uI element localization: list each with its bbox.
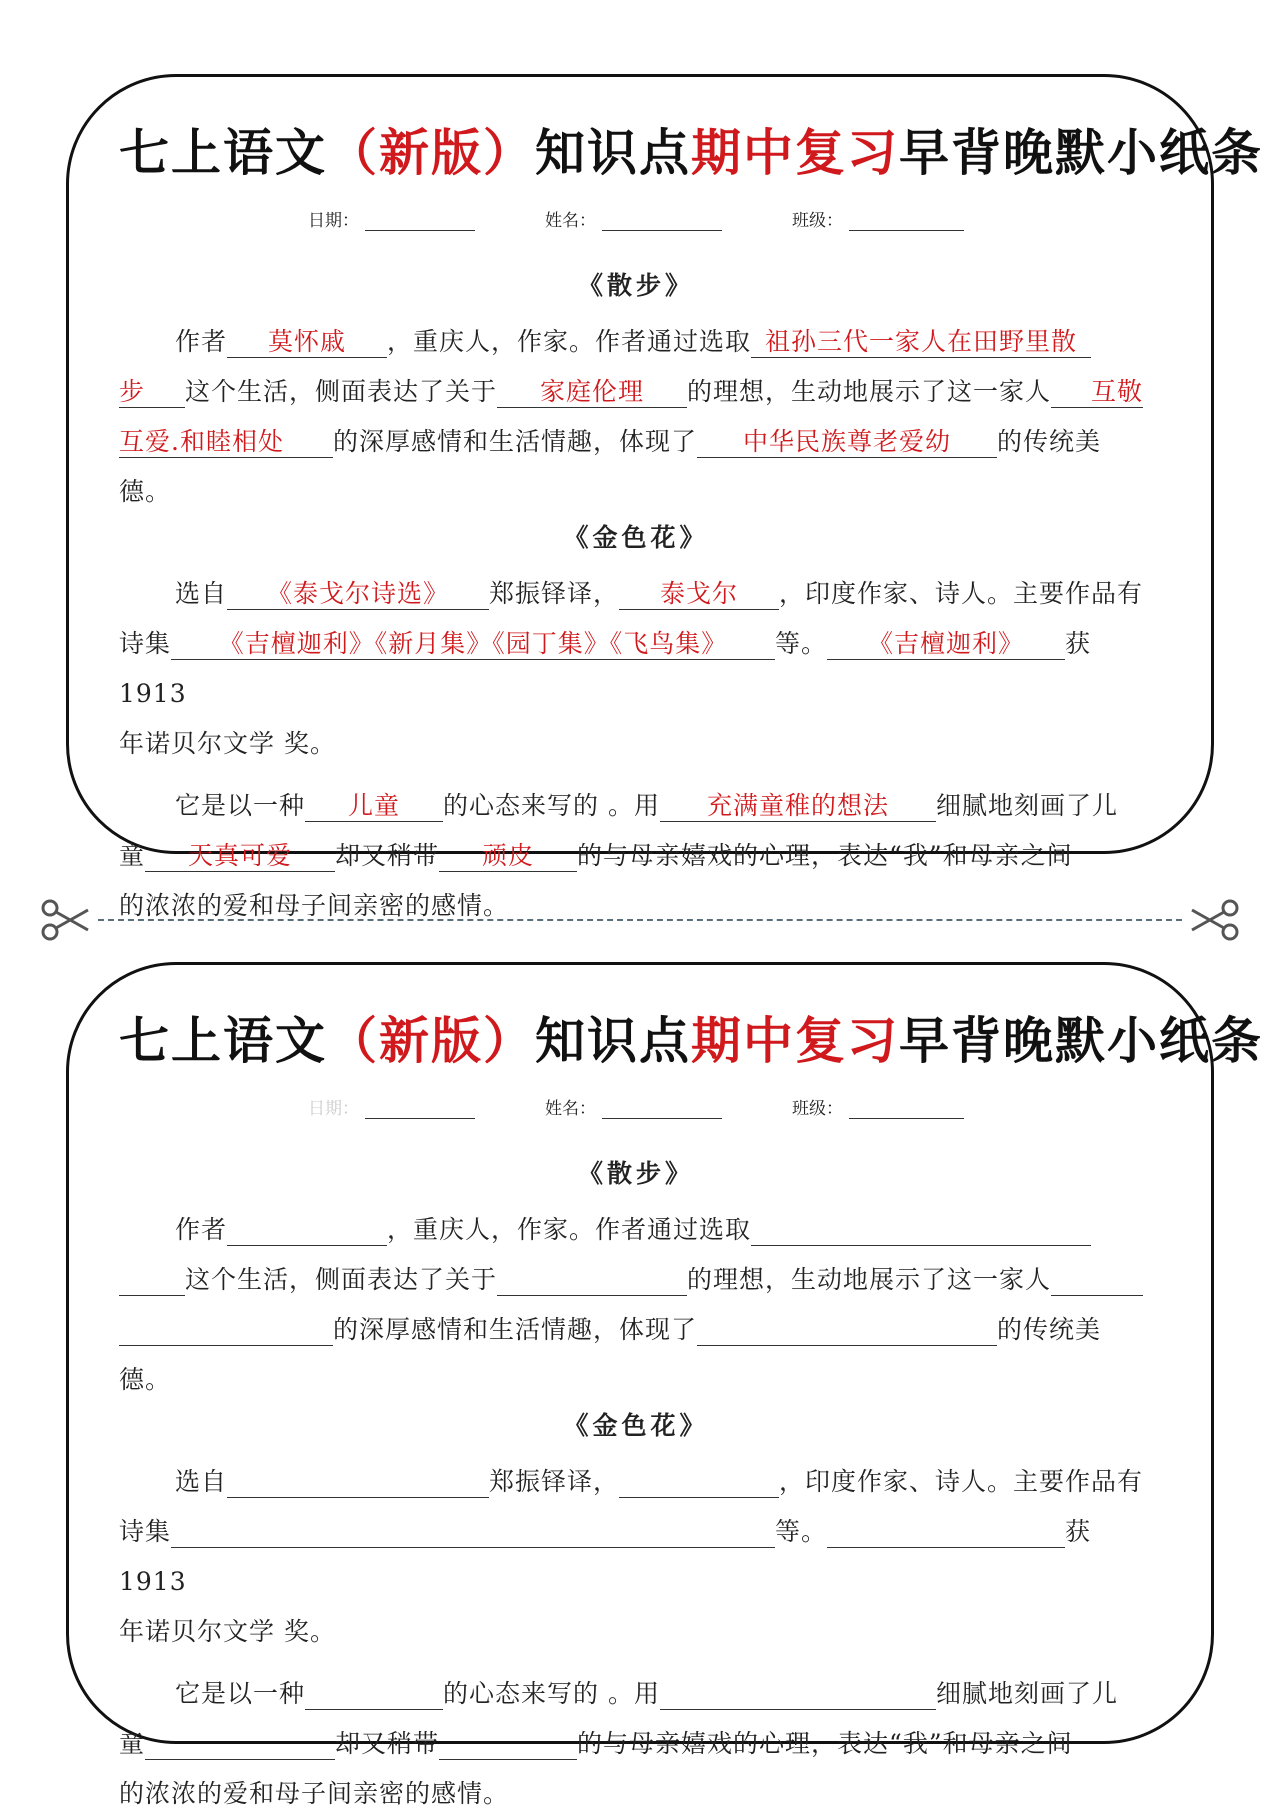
scissors-icon (1190, 896, 1240, 944)
date-field[interactable]: 日期： (308, 1094, 475, 1119)
blank-source[interactable] (227, 1467, 489, 1498)
answer-cute: 天真可爱 (145, 841, 335, 872)
paragraph-analysis: 它是以一种 儿童 的心态来写的 。用 充满童稚的想法 细腻地刻画了儿 (175, 791, 1118, 820)
section-title-jinsehua: 《金色花》 (563, 1411, 709, 1440)
answer-feeling: 互敬 (1051, 377, 1143, 408)
class-field[interactable]: 班级： (792, 206, 964, 231)
paragraph-jinsehua: 选自 郑振铎译， ，印度作家、诗人。主要作品有 (175, 1467, 1144, 1496)
blank-scene[interactable] (751, 1215, 1091, 1246)
info-row (119, 1093, 1153, 1119)
blank-poet[interactable] (619, 1467, 779, 1498)
blank-author[interactable] (227, 1215, 387, 1246)
answer-feeling-cont: 互爱.和睦相处 (119, 427, 333, 458)
blank-feeling-cont[interactable] (119, 1315, 333, 1346)
blank-feeling[interactable] (1051, 1265, 1143, 1296)
dashed-divider (98, 919, 1182, 921)
paragraph-analysis: 它是以一种 的心态来写的 。用 细腻地刻画了儿 (175, 1679, 1118, 1708)
blank-card: 七上语文（新版）知识点期中复习早背晚默小纸条 日期： 姓名： 班级： 《散步》 作者 ，重庆人，作家。作者通过选取 这个生活，侧面表达了关于 的理想，生动地展示了这一家人 的深厚感情和生活情趣，体现了 的传统美德。 《金色花》 选自 郑振铎译， ，印度作家、诗人。主要作品有 诗集 等。 获 1913 年诺贝尔文学 奖。 它是以一种 的心态来写的 。用 细腻地刻画了儿 童 却又稍带 的与母亲嬉戏的心理，表达“我”和母亲之间 的浓浓的爱和母子间亲密的感情。 (66, 962, 1214, 1744)
paragraph-jinsehua: 选自 《泰戈尔诗选》 郑振铎译， 泰戈尔 ，印度作家、诗人。主要作品有 (175, 579, 1144, 608)
answer-author: 莫怀戚 (227, 327, 387, 358)
answer-scene-cont: 步 (119, 377, 185, 408)
info-row (119, 205, 1153, 231)
name-field[interactable]: 姓名： (545, 1094, 722, 1119)
page-title: 七上语文（新版）知识点期中复习早背晚默小纸条 (119, 123, 1263, 182)
answer-scene: 祖孙三代一家人在田野里散 (751, 327, 1091, 358)
section-title-sanbu: 《散步》 (577, 271, 694, 300)
section-title-sanbu: 《散步》 (577, 1159, 694, 1188)
answer-works: 《吉檀迦利》《新月集》《园丁集》《飞鸟集》 (171, 629, 775, 660)
cut-line (40, 890, 1240, 950)
date-field[interactable]: 日期： (308, 206, 475, 231)
answer-mindset: 儿童 (305, 791, 443, 822)
blank-prize-work[interactable] (827, 1517, 1065, 1548)
answer-poet: 泰戈尔 (619, 579, 779, 610)
blank-ideal[interactable] (497, 1265, 687, 1296)
blank-method[interactable] (660, 1679, 936, 1710)
blank-mindset[interactable] (305, 1679, 443, 1710)
answer-source: 《泰戈尔诗选》 (227, 579, 489, 610)
answer-method: 充满童稚的想法 (660, 791, 936, 822)
name-field[interactable]: 姓名： (545, 206, 722, 231)
answer-naughty: 顽皮 (439, 841, 577, 872)
blank-works[interactable] (171, 1517, 775, 1548)
blank-scene-cont[interactable] (119, 1265, 185, 1296)
answer-card: 七上语文（新版）知识点期中复习早背晚默小纸条 日期： 姓名： 班级： 《散步》 作者 莫怀戚 ，重庆人，作家。作者通过选取 祖孙三代一家人在田野里散 步 这个生活，侧面表达了关于 家庭伦理 的理想，生动地展示了这一家人 互敬 互爱.和睦相处 的深厚感情和生活情趣，体现了 中华民族尊老爱幼 的传统美德。 《金色花》 选自 《泰戈尔诗选》 郑振铎译， 泰戈尔 ，印度作家、诗人。主要作品有 诗集 《吉檀迦利》《新月集》《园丁集》《飞鸟集》 等。 《吉檀迦利》 获 1913 年诺贝尔文学 奖。 它是以一种 儿童 的心态来写的 。用 充满童稚的想法 细腻地刻画了儿 童 天真可爱 却又稍带 顽皮 的与母亲嬉戏的心理，表达“我”和母亲之间 的浓浓的爱和母子间亲密的感情。 (66, 74, 1214, 854)
scissors-icon (40, 896, 90, 944)
blank-cute[interactable] (145, 1729, 335, 1760)
answer-ideal: 家庭伦理 (497, 377, 687, 408)
page-title: 七上语文（新版）知识点期中复习早背晚默小纸条 (119, 1011, 1263, 1070)
answer-prize-work: 《吉檀迦利》 (827, 629, 1065, 660)
blank-virtue[interactable] (697, 1315, 997, 1346)
paragraph-sanbu: 作者 莫怀戚 ，重庆人，作家。作者通过选取 祖孙三代一家人在田野里散 (119, 317, 1153, 367)
blank-naughty[interactable] (439, 1729, 577, 1760)
class-field[interactable]: 班级： (792, 1094, 964, 1119)
section-title-jinsehua: 《金色花》 (563, 523, 709, 552)
answer-virtue: 中华民族尊老爱幼 (697, 427, 997, 458)
paragraph-sanbu: 作者 ，重庆人，作家。作者通过选取 (119, 1205, 1153, 1255)
